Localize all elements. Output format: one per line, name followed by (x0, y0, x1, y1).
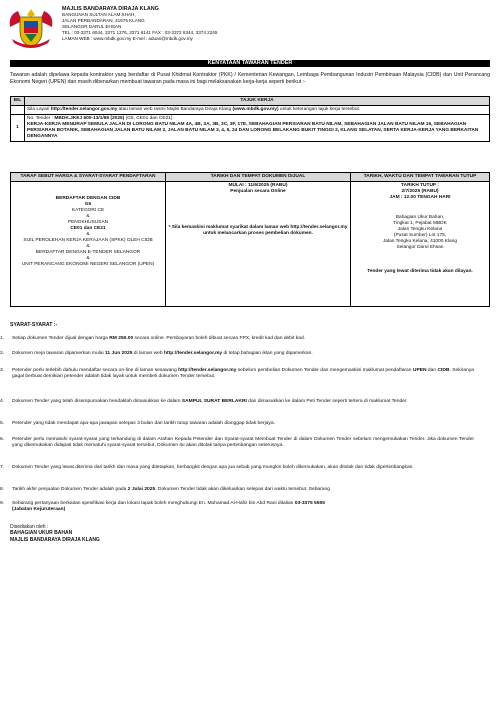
closing-address-line: Bahagian Ukur Bahan, (395, 215, 445, 220)
prepared-dept: BAHAGIAN UKUR BAHAN (10, 530, 73, 537)
row0-mid: atau laman web rasmi Majlis Bandaraya Diraja Klang (117, 107, 233, 112)
req-amp: & (86, 244, 90, 249)
tender-portal-link[interactable]: http://tender.selangor.gov.my (50, 107, 118, 112)
tender-description: KERJA-KERJA MENURAP SEMULA JALAN DI LORONG BATU NILAM 4A, 4B, 3A, 3B, 3C, 3F, 17E, SEBAHAGIAN PERSIARAN BATU NILAM, SEBAHAGIAN JALAN BATU NILAM 16, SEBAHAGIAN PERSIARAN BOTANIK, SEBAHAGIAN JALAN BATU NILAM 2, JALAN BATU NILAM 3, 4, 5, 24 DAN LORONG BELAKANG BUKIT TINGGI 2, KLANG SELATAN, SERTA KERJA-KERJA YANG BERKAITAN DENGANNYA (27, 122, 479, 139)
sale-note: * Sila kemaskini maklumat syarikat dalam laman web http://tender.selangor.my untuk melancarkan proses pembelian dokumen. (168, 225, 348, 236)
req-cidb: BERDAFTAR DENGAN CIDB (55, 196, 121, 201)
header-address-line-1: BANGUNAN SULTAN ALAM SHAH, (62, 12, 136, 17)
req-grade: G5 (84, 202, 92, 207)
closing-address-line: Jalan Tengku Kelana, 41000 Klang (382, 239, 458, 244)
header-org-name: MAJLIS BANDARAYA DIRAJA KLANG (62, 6, 159, 12)
conditions-section (10, 322, 490, 336)
closing-date: 2/7/2025 (RABU) (401, 189, 439, 194)
tender-details-table (10, 172, 490, 307)
row0-pre: Sila Layari (27, 107, 51, 112)
conditions-heading: SYARAT-SYARAT :- (10, 322, 58, 328)
col-header-tarikh-jual: TARIKH DAN TEMPAT DOKUMEN DIJUAL (166, 173, 351, 182)
prepared-org: MAJLIS BANDARAYA DIRAJA KLANG (10, 536, 100, 543)
signature-block (10, 524, 100, 543)
closing-label: TARIKH TUTUP : (401, 183, 439, 188)
intro-paragraph: Tawaran adalah dipelawa kepada kontraktor yang berdaftar di Pusat Khidmat Kontraktor (PKK) / Kementerian Kewangan, Lembaga Pembangunan Industri Pembinaan Malaysia (CIDB) dan Unit Perancang Ekonomi Negeri (UPEN) dan masih dibenarkan membuat tawaran pada masa ini bagi melaksanakan kerja-kerja seperti berikut :- (10, 72, 490, 85)
req-amp: & (86, 256, 90, 261)
table-row (11, 115, 490, 142)
header-address-line-3: SELANGOR DARUL EHSAN (62, 24, 122, 29)
header-address-line-2: JALAN PERBANDARAN, 41675 KLANG (62, 18, 145, 23)
closing-details (351, 182, 490, 307)
late-tender-note: Tender yang lewat diterima tidak akan dilayan. (367, 269, 473, 274)
tender-number: MBDK.JKEJ 600-13/1/68 (2025) (54, 116, 125, 121)
header-web-email: LAMAN WEB : www.mbdk.gov.my E-mel : aduan@mbdk.gov.my (62, 36, 193, 41)
tender-no-label: No. Tender : (27, 116, 55, 121)
tender-title-table (10, 96, 490, 142)
req-spkk: SIJIL PEROLEHAN KERJA KERAJAAN (SPKK) OLEH CIDB (23, 238, 153, 243)
sale-start-date: MULAI : 11/6/2025 (RABU) (228, 183, 288, 188)
req-specialisation: PENGKHUSUSAN (67, 220, 109, 225)
col-header-bil: BIL (11, 97, 25, 106)
header-tel-fax: TEL : 03-3371 6044, 3371 1376, 3371 6141 FAX : 03-3372 6344, 3374 2245 (62, 30, 218, 35)
sale-online: Penjualan secara Online (230, 189, 286, 194)
mbdk-website-link[interactable]: (www.mbdk.gov.my) (232, 107, 279, 112)
col-header-tajuk: TAJUK KERJA (25, 97, 490, 106)
req-upen: UNIT PERANCANG EKONOMI NEGERI SELANGOR (UPEN) (21, 262, 155, 267)
req-codes: CE01 dan CE21 (70, 226, 106, 231)
prepared-by: Disediakan oleh : (10, 524, 49, 530)
table-row (11, 106, 490, 115)
tender-grade: (G5, CE01 dan CE21) (124, 116, 173, 121)
closing-time: JAM : 12.00 TENGAH HARI (389, 195, 451, 200)
header-block (62, 6, 362, 42)
page-title: KENYATAAN TAWARAN TENDER (10, 60, 490, 67)
req-amp: & (86, 214, 90, 219)
closing-address-line: Jalan Tengku Kelana (397, 227, 443, 232)
closing-address-line: Selangor Darul Ehsan (396, 245, 444, 250)
sale-details (166, 182, 351, 307)
req-category: KATEGORI CE (71, 208, 105, 213)
row-number: 1 (11, 115, 25, 142)
majlis-crest-logo (8, 7, 54, 49)
req-etender: BERDAFTAR DENGAN E-TENDER SELANGOR (35, 250, 141, 255)
closing-address (353, 215, 487, 251)
col-header-taraf: TARAF SEBUT HARGA & SYARAT-SYARAT PENDAFTARAN (11, 173, 166, 182)
row0-post: untuk keterangan tajuk kerja tersebut. (278, 107, 361, 112)
closing-address-line: (Pusat Sumber) Lot 175, (393, 233, 447, 238)
col-header-tarikh-tutup: TARIKH, WAKTU DAN TEMPAT TAWARAN TUTUP (351, 173, 490, 182)
closing-address-line: Tingkat 1, Pejabat MBDK (393, 221, 447, 226)
registration-requirements (11, 182, 166, 307)
req-amp: & (86, 232, 90, 237)
